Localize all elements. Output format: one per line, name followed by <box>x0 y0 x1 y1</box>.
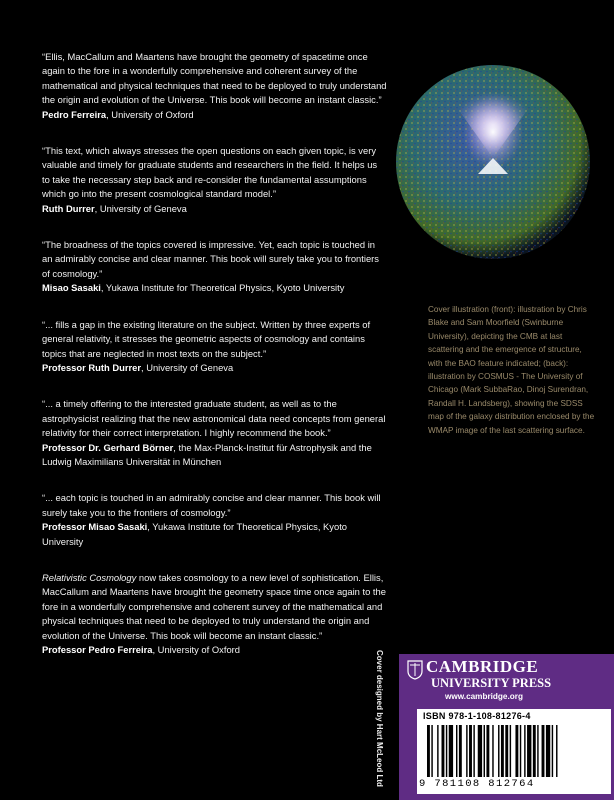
quote-author: Pedro Ferreira <box>42 108 107 120</box>
quote-text-rest: now takes cosmology to a new level of sophistication. Ellis, MacCallum and Maartens have brought the geometry space time once again to the fore in a wonderfully comprehensive and coherent survey of the mathematical and physical techniques that need to be deployed to truly understand the origin and evolution of the Universe. This book will become an instant classic.” <box>42 571 386 641</box>
barcode-bar <box>431 725 432 777</box>
quote-author: Misao Sasaki <box>42 282 101 294</box>
barcode-bar <box>466 725 467 777</box>
barcode-bars <box>427 725 603 777</box>
quote <box>42 238 387 296</box>
quote-affiliation: , University of Oxford <box>152 644 240 655</box>
quote <box>42 571 387 657</box>
barcode-bar <box>552 725 553 777</box>
quote-author: Professor Pedro Ferreira <box>42 644 153 655</box>
barcode-bar <box>533 725 536 777</box>
quote-author: Ruth Durrer <box>42 202 95 214</box>
quote-text: “This text, which always stresses the open questions on each given topic, is very valuable and timely for graduate students and researchers in the field. It helps us to take the necessary step back and re-consider the fundamental assumptions which go into the present cosmological standard model.” <box>42 145 378 200</box>
barcode-digits: 9 781108 812764 <box>419 778 535 790</box>
barcode-bar <box>449 725 453 777</box>
publisher-subtitle: UNIVERSITY PRESS <box>431 676 552 690</box>
praise-quotes <box>42 50 387 679</box>
barcode-bar <box>520 725 521 777</box>
designer-credit-text: Cover designed by Hart McLeod Ltd <box>375 650 384 787</box>
publisher-block <box>399 654 614 800</box>
book-title: Relativistic Cosmology <box>42 571 137 583</box>
barcode-bar <box>478 725 482 777</box>
quote-attribution <box>42 520 387 549</box>
quote-author: Professor Misao Sasaki <box>42 521 148 533</box>
publisher-name: CAMBRIDGE <box>426 657 539 676</box>
cover-illustration-caption: Cover illustration (front): illustration by Chris Blake and Sam Moorfield (Swinburne University), depicting the CMB at last scattering and the emergence of structure, with the BAO feature indicated; (back): illustration by COSMUS - The University of Chicago (Mark SubbaRao, Dinoj Surendran, Randall H. Landsberg), showing the SDSS map of the galaxy distribution enclosed by the WMAP image of the last scattering surface. <box>428 305 595 435</box>
barcode-bar <box>459 725 462 777</box>
barcode-bar <box>510 725 511 777</box>
barcode-bar <box>505 725 508 777</box>
quote-author: Professor Ruth Durrer <box>42 361 141 373</box>
quote-affiliation: , University of Oxford <box>106 108 194 120</box>
quote-attribution <box>42 643 387 657</box>
quote-text: “... fills a gap in the existing literature on the subject. Written by three experts of general relativity, it stresses the geometric aspects of cosmology and contains topics that are neglected in most texts on the subject.” <box>42 318 371 359</box>
barcode-bar <box>537 725 538 777</box>
barcode-bar <box>524 725 525 777</box>
barcode-bar <box>427 725 430 777</box>
cmb-sphere-illustration <box>393 62 593 262</box>
barcode-bar <box>456 725 457 777</box>
quote-affiliation: , the Max-Planck-Institut für Astrophysik and the Ludwig Maximilians Universität in München <box>42 441 372 467</box>
barcode-bar <box>492 725 493 777</box>
quote-affiliation: , University of Geneva <box>140 361 234 373</box>
quote-text: “Ellis, MacCallum and Maartens have brought the geometry of spacetime once again to the fore in a wonderfully comprehensive and coherent survey of the mathematical and physical techniques that need to be deployed to truly understand the origin and evolution of the Universe. This book will become an instant classic.” <box>42 51 387 106</box>
quote-text: “... a timely offering to the interested graduate student, as well as to the astrophysicist realizing that the new astronomical data need concepts from general relativity for their correct interpretation. I highly recommend the book.” <box>42 398 386 439</box>
barcode-bar <box>498 725 499 777</box>
quote-attribution <box>42 108 387 122</box>
quote-author: Professor Dr. Gerhard Börner <box>42 441 174 453</box>
quote <box>42 397 387 469</box>
designer-credit <box>372 650 384 798</box>
barcode-bar <box>486 725 489 777</box>
quote-attribution <box>42 361 387 375</box>
barcode-bar <box>469 725 472 777</box>
quote-attribution <box>42 281 387 295</box>
barcode-bar <box>501 725 504 777</box>
quote-text: “The broadness of the topics covered is impressive. Yet, each topic is touched in an admirably concise and clear manner. This book will surely take you to frontiers of cosmology.” <box>42 239 379 279</box>
publisher-url: www.cambridge.org <box>445 692 523 701</box>
quote-affiliation: , University of Geneva <box>94 202 187 214</box>
barcode-bar <box>484 725 485 777</box>
quote-text <box>42 571 387 643</box>
barcode-bar <box>442 725 445 777</box>
cambridge-crest-icon <box>407 660 423 680</box>
quote-text: “... each topic is touched in an admirably concise and clear manner. This book will surely take you to the frontiers of cosmology.” <box>42 492 381 518</box>
barcode-bar <box>446 725 447 777</box>
isbn-barcode <box>417 709 611 794</box>
barcode-bar <box>473 725 474 777</box>
quote <box>42 144 387 216</box>
isbn-label: ISBN 978-1-108-81276-4 <box>423 711 531 721</box>
barcode-bar <box>556 725 557 777</box>
quote-attribution <box>42 202 387 216</box>
quote <box>42 491 387 549</box>
barcode-bar <box>437 725 438 777</box>
barcode-bar <box>527 725 531 777</box>
quote-attribution <box>42 441 387 470</box>
quote <box>42 50 387 122</box>
barcode-bar <box>542 725 545 777</box>
quote-affiliation: , Yukawa Institute for Theoretical Physics, Kyoto University <box>100 282 345 294</box>
barcode-bar <box>515 725 518 777</box>
barcode-bar <box>546 725 550 777</box>
quote <box>42 318 387 376</box>
quote-affiliation: , Yukawa Institute for Theoretical Physics, Kyoto University <box>42 521 348 547</box>
